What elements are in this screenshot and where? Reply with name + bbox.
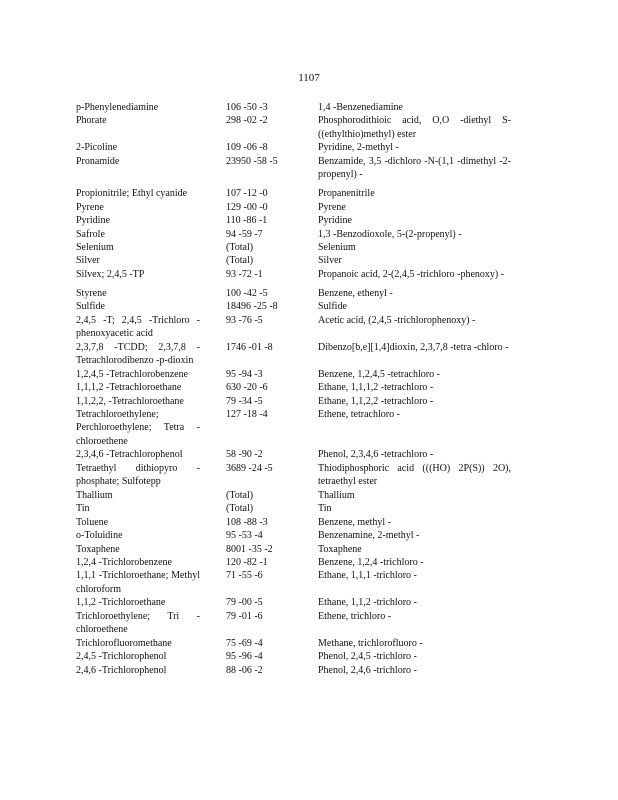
cas-number: 298 -02 -2 xyxy=(226,115,268,127)
chemical-description: 1,3 -Benzodioxole, 5-(2-propenyl) - xyxy=(318,228,462,240)
table-row xyxy=(76,637,556,650)
table-row xyxy=(76,529,556,542)
table-row xyxy=(76,569,556,596)
chemical-name: Thallium xyxy=(76,489,113,501)
chemical-description: Ethene, tetrachloro - xyxy=(318,408,400,420)
cas-number: 75 -69 -4 xyxy=(226,637,263,649)
chemical-name: 2-Picoline xyxy=(76,142,118,154)
cas-number: 127 -18 -4 xyxy=(226,408,268,420)
table-row xyxy=(76,201,556,214)
cas-number: 95 -96 -4 xyxy=(226,651,263,663)
chemical-name: 1,1,1 -Trichloroethane; Methyl chloroform xyxy=(76,570,200,595)
chemical-description: Sulfide xyxy=(318,301,347,313)
chemical-name: Toluene xyxy=(76,516,109,528)
table-row xyxy=(76,368,556,381)
cas-number: 630 -20 -6 xyxy=(226,382,268,394)
chemical-description: Propanoic acid, 2-(2,4,5 -trichloro -phenoxy) - xyxy=(318,268,505,280)
cas-number: 79 -00 -5 xyxy=(226,597,263,609)
cas-number: (Total) xyxy=(226,255,254,267)
chemical-name: 1,2,4 -Trichlorobenzene xyxy=(76,556,172,568)
cas-number: (Total) xyxy=(226,503,254,515)
chemical-name: Tetrachloroethylene; Perchloroethylene; Tetra -chloroethene xyxy=(76,408,200,447)
cas-number: 23950 -58 -5 xyxy=(226,155,278,167)
chemical-description: Dibenzo[b,e][1,4]dioxin, 2,3,7,8 -tetra -chloro - xyxy=(318,341,509,353)
cas-number: 3689 -24 -5 xyxy=(226,462,273,474)
chemical-name: Pyrene xyxy=(76,201,104,213)
chemical-description: Methane, trichlorofluoro - xyxy=(318,637,423,649)
chemical-name: Propionitrile; Ethyl cyanide xyxy=(76,188,188,200)
chemical-name: Sulfide xyxy=(76,301,105,313)
cas-number: 94 -59 -7 xyxy=(226,228,263,240)
cas-number: 129 -00 -0 xyxy=(226,201,268,213)
cas-number: 71 -55 -6 xyxy=(226,570,263,582)
table-row xyxy=(76,254,556,267)
table-row xyxy=(76,516,556,529)
table-row xyxy=(76,214,556,227)
chemical-name: Phorate xyxy=(76,115,107,127)
table-row xyxy=(76,241,556,254)
cas-number: 1746 -01 -8 xyxy=(226,341,273,353)
chemical-name: Pronamide xyxy=(76,155,120,167)
table-row xyxy=(76,268,556,281)
chemical-description: Ethane, 1,1,2 -trichloro - xyxy=(318,597,417,609)
chemical-name: 2,4,5 -Trichlorophenol xyxy=(76,651,167,663)
table-row xyxy=(76,287,556,300)
table-row xyxy=(76,596,556,609)
chemical-name: Safrole xyxy=(76,228,105,240)
chemical-name: Trichlorofluoromethane xyxy=(76,637,172,649)
cas-number: 88 -06 -2 xyxy=(226,664,263,676)
chemical-name: Selenium xyxy=(76,242,114,254)
cas-number: 120 -82 -1 xyxy=(226,556,268,568)
table-row xyxy=(76,155,556,182)
chemical-name: Tin xyxy=(76,503,90,515)
table-row xyxy=(76,141,556,154)
table-row xyxy=(76,650,556,663)
chemical-description: Benzene, 1,2,4,5 -tetrachloro - xyxy=(318,368,440,380)
cas-number: 95 -53 -4 xyxy=(226,530,263,542)
chemical-name: 1,1,1,2 -Tetrachloroethane xyxy=(76,382,182,394)
cas-number: 58 -90 -2 xyxy=(226,449,263,461)
cas-number: 18496 -25 -8 xyxy=(226,301,278,313)
chemical-description: Acetic acid, (2,4,5 -trichlorophenoxy) - xyxy=(318,314,476,326)
chemical-description: Silver xyxy=(318,255,342,267)
table-row xyxy=(76,502,556,515)
chemical-description: Thiodiphosphoric acid (((HO) 2P(S)) 2O), tetraethyl ester xyxy=(318,462,511,488)
chemical-name: Pyridine xyxy=(76,215,110,227)
chemical-description: Phenol, 2,3,4,6 -tetrachloro - xyxy=(318,449,434,461)
chemical-description: Ethene, trichloro - xyxy=(318,610,392,622)
cas-number: (Total) xyxy=(226,242,254,254)
table-row xyxy=(76,228,556,241)
chemical-description: Phenol, 2,4,6 -trichloro - xyxy=(318,664,417,676)
cas-number: 100 -42 -5 xyxy=(226,287,268,299)
chemical-name: 2,3,7,8 -TCDD; 2,3,7,8 -Tetrachlorodibenzo -p-dioxin xyxy=(76,341,200,367)
chemical-name: Toxaphene xyxy=(76,543,120,555)
chemical-name: 1,2,4,5 -Tetrachlorobenzene xyxy=(76,368,189,380)
chemical-name: Styrene xyxy=(76,287,107,299)
chemical-name: 1,1,2,2, -Tetrachloroethane xyxy=(76,395,184,407)
chemical-description: Ethane, 1,1,1 -trichloro - xyxy=(318,570,417,582)
table-row xyxy=(76,341,556,368)
chemical-description: Benzenamine, 2-methyl - xyxy=(318,530,420,542)
chemical-description: Benzene, 1,2,4 -trichloro - xyxy=(318,556,424,568)
chemical-name: o-Toluidine xyxy=(76,530,123,542)
cas-number: 95 -94 -3 xyxy=(226,368,263,380)
cas-number: 8001 -35 -2 xyxy=(226,543,273,555)
chemical-name: Silver xyxy=(76,255,100,267)
cas-number: 93 -72 -1 xyxy=(226,268,263,280)
table-row xyxy=(76,543,556,556)
chemical-description: Benzene, methyl - xyxy=(318,516,392,528)
table-row xyxy=(76,187,556,200)
chemical-description: Phosphorodithioic acid, O,O -diethyl S-((ethylthio)methyl) ester xyxy=(318,115,511,140)
table-row xyxy=(76,489,556,502)
cas-number: (Total) xyxy=(226,489,254,501)
cas-number: 79 -01 -6 xyxy=(226,610,263,622)
chemical-description: Pyrene xyxy=(318,201,346,213)
cas-number: 93 -76 -5 xyxy=(226,314,263,326)
table-row xyxy=(76,408,556,448)
cas-number: 79 -34 -5 xyxy=(226,395,263,407)
cas-number: 110 -86 -1 xyxy=(226,215,268,227)
chemical-name: Silvex; 2,4,5 -TP xyxy=(76,268,145,280)
table-row xyxy=(76,314,556,341)
chemical-description: Benzene, ethenyl - xyxy=(318,287,393,299)
chemical-name: Trichloroethylene; Tri -chloroethene xyxy=(76,610,200,636)
chemical-name: 2,3,4,6 -Tetrachlorophenol xyxy=(76,449,183,461)
table-row xyxy=(76,610,556,637)
chemical-description: Tin xyxy=(318,503,332,515)
chemical-description: Ethane, 1,1,1,2 -tetrachloro - xyxy=(318,382,434,394)
table-row xyxy=(76,664,556,677)
chemical-description: 1,4 -Benzenediamine xyxy=(318,102,403,113)
table-row xyxy=(76,300,556,313)
chemical-name: p-Phenylenediamine xyxy=(76,102,159,113)
chemical-description: Pyridine, 2-methyl - xyxy=(318,142,399,154)
chemical-description: Ethane, 1,1,2,2 -tetrachloro - xyxy=(318,395,434,407)
table-row xyxy=(76,462,556,489)
table-row xyxy=(76,395,556,408)
table-row xyxy=(76,381,556,394)
cas-number: 107 -12 -0 xyxy=(226,188,268,200)
table-row xyxy=(76,448,556,461)
chemical-table xyxy=(76,101,556,677)
chemical-description: Pyridine xyxy=(318,215,352,227)
cas-number: 108 -88 -3 xyxy=(226,516,268,528)
table-row xyxy=(76,556,556,569)
chemical-name: 2,4,5 -T; 2,4,5 -Trichloro -phenoxyacetic acid xyxy=(76,314,200,340)
chemical-description: Thallium xyxy=(318,489,355,501)
chemical-description: Selenium xyxy=(318,242,356,254)
page-number: 1107 xyxy=(298,72,320,84)
chemical-name: 2,4,6 -Trichlorophenol xyxy=(76,664,167,676)
cas-number: 109 -06 -8 xyxy=(226,142,268,154)
cas-number: 106 -50 -3 xyxy=(226,102,268,113)
table-row xyxy=(76,114,556,141)
chemical-description: Phenol, 2,4,5 -trichloro - xyxy=(318,651,417,663)
chemical-description: Propanenitrile xyxy=(318,188,375,200)
chemical-description: Toxaphene xyxy=(318,543,362,555)
chemical-name: 1,1,2 -Trichloroethane xyxy=(76,597,166,609)
chemical-name: Tetraethyl dithiopyro -phosphate; Sulfotepp xyxy=(76,462,200,488)
table-row xyxy=(76,101,556,114)
chemical-description: Benzamide, 3,5 -dichloro -N-(1,1 -dimethyl -2-propenyl) - xyxy=(318,155,511,181)
